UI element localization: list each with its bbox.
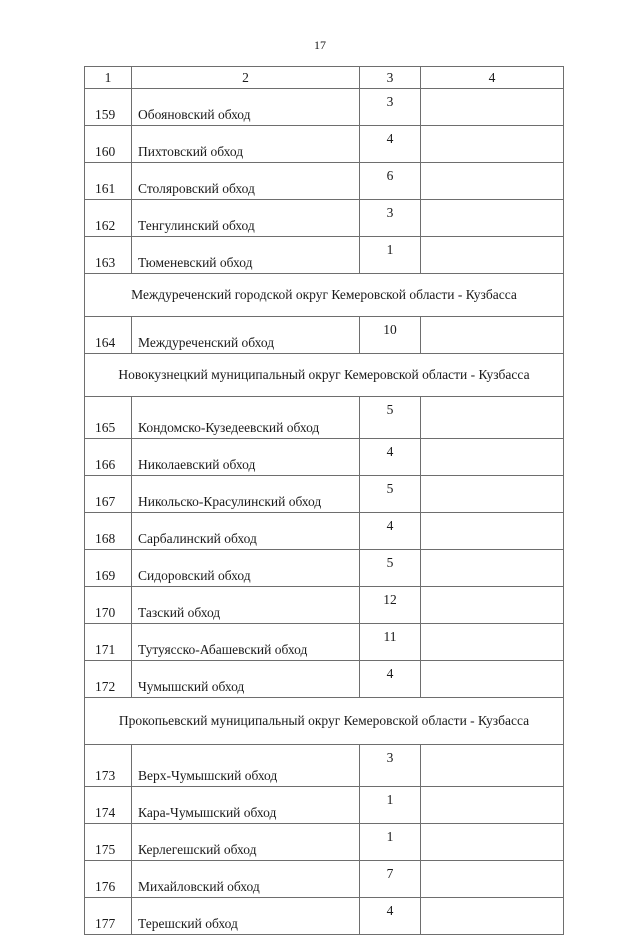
row-name: Сарбалинский обход (132, 513, 360, 550)
row-number: 170 (85, 587, 132, 624)
row-empty-cell (421, 661, 564, 698)
section-row (85, 354, 564, 397)
row-number: 176 (85, 861, 132, 898)
section-row (85, 274, 564, 317)
row-name: Тазский обход (132, 587, 360, 624)
row-empty-cell (421, 550, 564, 587)
row-name: Междуреченский обход (132, 317, 360, 354)
row-empty-cell (421, 787, 564, 824)
row-name: Тюменевский обход (132, 237, 360, 274)
row-empty-cell (421, 126, 564, 163)
row-number: 177 (85, 898, 132, 935)
row-count: 4 (360, 661, 421, 698)
row-empty-cell (421, 439, 564, 476)
row-empty-cell (421, 745, 564, 787)
page-number: 17 (314, 38, 326, 52)
row-name: Пихтовский обход (132, 126, 360, 163)
table-row (85, 89, 564, 126)
row-name: Тутуясско-Абашевский обход (132, 624, 360, 661)
row-empty-cell (421, 861, 564, 898)
table-row (85, 163, 564, 200)
row-count: 5 (360, 550, 421, 587)
row-empty-cell (421, 624, 564, 661)
row-name: Керлегешский обход (132, 824, 360, 861)
table-row (85, 824, 564, 861)
row-empty-cell (421, 89, 564, 126)
table-row (85, 661, 564, 698)
column-header: 1 (85, 67, 132, 89)
row-empty-cell (421, 237, 564, 274)
row-count: 1 (360, 237, 421, 274)
table-row (85, 745, 564, 787)
row-name: Обояновский обход (132, 89, 360, 126)
row-number: 167 (85, 476, 132, 513)
row-name: Чумышский обход (132, 661, 360, 698)
row-name: Никольско-Красулинский обход (132, 476, 360, 513)
section-title: Междуреченский городской округ Кемеровской области - Кузбасса (85, 274, 564, 317)
table-row (85, 317, 564, 354)
table-row (85, 397, 564, 439)
row-count: 4 (360, 513, 421, 550)
row-count: 4 (360, 898, 421, 935)
row-count: 7 (360, 861, 421, 898)
row-empty-cell (421, 200, 564, 237)
row-name: Кара-Чумышский обход (132, 787, 360, 824)
row-empty-cell (421, 397, 564, 439)
row-count: 3 (360, 745, 421, 787)
row-number: 175 (85, 824, 132, 861)
row-name: Тенгулинский обход (132, 200, 360, 237)
table-row (85, 787, 564, 824)
row-count: 1 (360, 824, 421, 861)
row-count: 1 (360, 787, 421, 824)
table-row (85, 513, 564, 550)
row-number: 169 (85, 550, 132, 587)
row-number: 159 (85, 89, 132, 126)
row-count: 3 (360, 89, 421, 126)
row-count: 12 (360, 587, 421, 624)
row-name: Сидоровский обход (132, 550, 360, 587)
row-count: 5 (360, 476, 421, 513)
row-number: 165 (85, 397, 132, 439)
forestry-table (84, 66, 564, 935)
row-name: Терешский обход (132, 898, 360, 935)
row-empty-cell (421, 317, 564, 354)
column-header: 2 (132, 67, 360, 89)
row-count: 3 (360, 200, 421, 237)
table-row (85, 898, 564, 935)
table-row (85, 126, 564, 163)
table-row (85, 439, 564, 476)
section-row (85, 698, 564, 745)
row-number: 160 (85, 126, 132, 163)
table-row (85, 200, 564, 237)
row-number: 174 (85, 787, 132, 824)
row-empty-cell (421, 587, 564, 624)
row-empty-cell (421, 513, 564, 550)
section-title: Новокузнецкий муниципальный округ Кемеровской области - Кузбасса (85, 354, 564, 397)
row-number: 168 (85, 513, 132, 550)
row-number: 166 (85, 439, 132, 476)
row-name: Михайловский обход (132, 861, 360, 898)
row-empty-cell (421, 824, 564, 861)
row-count: 11 (360, 624, 421, 661)
table-row (85, 550, 564, 587)
table-row (85, 587, 564, 624)
row-empty-cell (421, 898, 564, 935)
row-name: Николаевский обход (132, 439, 360, 476)
row-count: 4 (360, 126, 421, 163)
table-row (85, 237, 564, 274)
row-empty-cell (421, 163, 564, 200)
column-header: 4 (421, 67, 564, 89)
row-number: 162 (85, 200, 132, 237)
column-header: 3 (360, 67, 421, 89)
row-name: Верх-Чумышский обход (132, 745, 360, 787)
row-name: Столяровский обход (132, 163, 360, 200)
row-count: 10 (360, 317, 421, 354)
row-number: 163 (85, 237, 132, 274)
table-row (85, 861, 564, 898)
row-number: 172 (85, 661, 132, 698)
row-number: 173 (85, 745, 132, 787)
table-header-row (85, 67, 564, 89)
row-count: 6 (360, 163, 421, 200)
row-name: Кондомско-Кузедеевский обход (132, 397, 360, 439)
row-number: 171 (85, 624, 132, 661)
row-empty-cell (421, 476, 564, 513)
table-row (85, 624, 564, 661)
row-count: 4 (360, 439, 421, 476)
row-count: 5 (360, 397, 421, 439)
row-number: 161 (85, 163, 132, 200)
table-row (85, 476, 564, 513)
section-title: Прокопьевский муниципальный округ Кемеровской области - Кузбасса (85, 698, 564, 745)
row-number: 164 (85, 317, 132, 354)
